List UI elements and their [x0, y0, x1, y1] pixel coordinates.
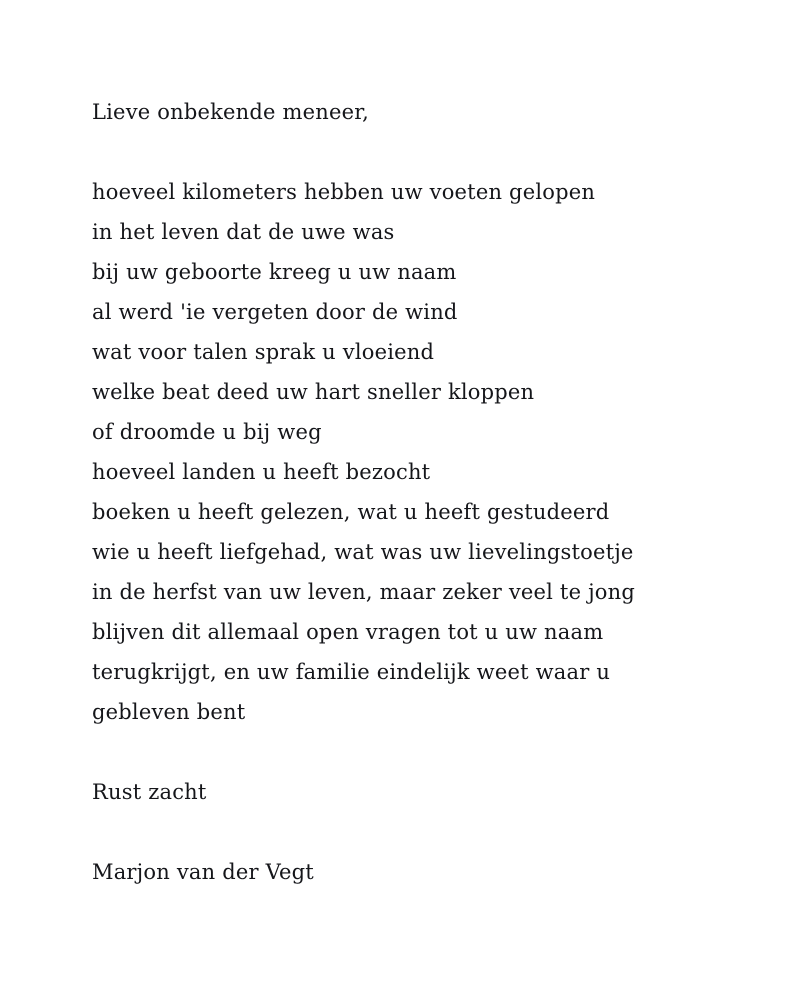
poem-line: bij uw geboorte kreeg u uw naam — [92, 260, 457, 284]
poem-body-stanza — [92, 172, 740, 732]
poem-closing-stanza — [92, 772, 740, 812]
poem-author: Marjon van der Vegt — [92, 860, 314, 884]
poem-line: gebleven bent — [92, 700, 246, 724]
poem-line: in het leven dat de uwe was — [92, 220, 395, 244]
poem-line: al werd 'ie vergeten door de wind — [92, 300, 458, 324]
poem-line: in de herfst van uw leven, maar zeker veel te jong — [92, 580, 635, 604]
poem-line: welke beat deed uw hart sneller kloppen — [92, 380, 535, 404]
poem-line: boeken u heeft gelezen, wat u heeft gestudeerd — [92, 500, 610, 524]
poem-line: wat voor talen sprak u vloeiend — [92, 340, 435, 364]
poem-salutation-stanza — [92, 92, 740, 132]
poem-salutation: Lieve onbekende meneer, — [92, 100, 370, 124]
poem-line: hoeveel kilometers hebben uw voeten gelopen — [92, 180, 596, 204]
poem-signature-stanza — [92, 852, 740, 892]
poem-line: blijven dit allemaal open vragen tot u uw naam — [92, 620, 604, 644]
poem-text — [92, 92, 740, 892]
poem-line: wie u heeft liefgehad, wat was uw lievelingstoetje — [92, 540, 634, 564]
poem-line: of droomde u bij weg — [92, 420, 322, 444]
poem-line: hoeveel landen u heeft bezocht — [92, 460, 431, 484]
poem-closing: Rust zacht — [92, 780, 207, 804]
poem-line: terugkrijgt, en uw familie eindelijk weet waar u — [92, 660, 611, 684]
